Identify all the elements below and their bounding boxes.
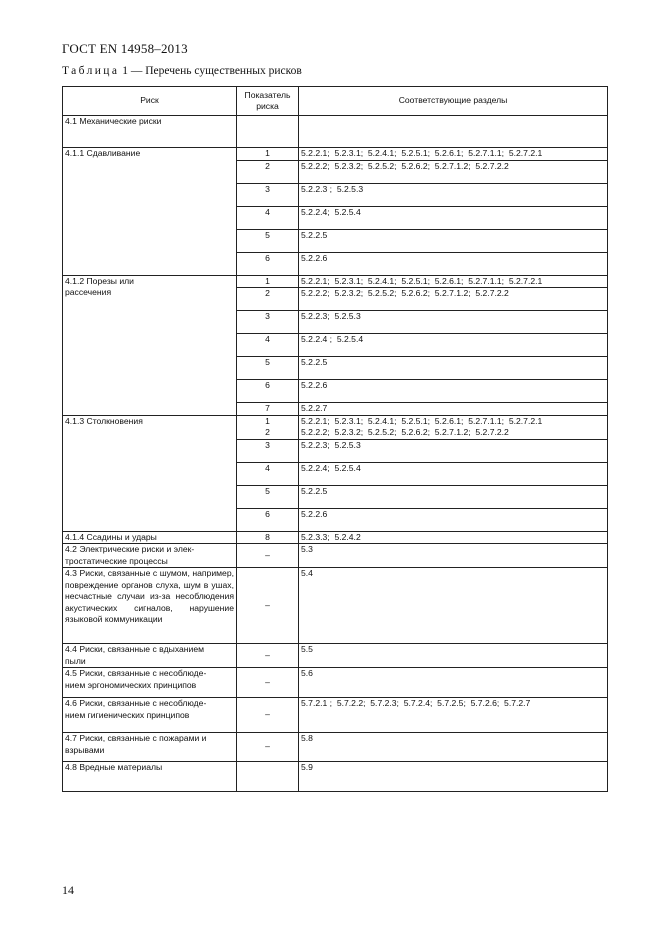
sections-cell: 5.2.2.3 ; 5.2.5.3 xyxy=(299,183,608,206)
risk-cell: 4.4 Риски, связанные с вдыханием пыли xyxy=(63,644,237,668)
risk-cell: 4.1.2 Порезы или рассечения xyxy=(63,275,237,415)
risk-index-cell: – xyxy=(237,668,299,698)
risk-cell: 4.1.3 Столкновения xyxy=(63,415,237,531)
sections-cell: 5.5 xyxy=(299,644,608,668)
risk-index-cell: 6 xyxy=(237,252,299,275)
risk-index-cell: 7 xyxy=(237,403,299,416)
risk-cell: 4.5 Риски, связанные с несоблюде- нием эргономических принципов xyxy=(63,668,237,698)
table-row xyxy=(63,275,608,288)
table-caption xyxy=(62,65,302,77)
table-header-row xyxy=(63,87,608,116)
sections-cell: 5.2.2.1; 5.2.3.1; 5.2.4.1; 5.2.5.1; 5.2.6.1; 5.2.7.1.1; 5.2.7.2.1 xyxy=(299,275,608,288)
risk-cell: 4.6 Риски, связанные с несоблюде- нием гигиенических принципов xyxy=(63,698,237,733)
risk-cell: 4.1.1 Сдавливание xyxy=(63,148,237,276)
risk-index-cell: 2 xyxy=(237,288,299,311)
sections-cell xyxy=(299,116,608,148)
risk-index-cell: – xyxy=(237,568,299,644)
risk-index-cell xyxy=(237,762,299,792)
table-row xyxy=(63,544,608,568)
risk-cell: 4.7 Риски, связанные с пожарами и взрывами xyxy=(63,733,237,762)
risk-index-cell: – xyxy=(237,544,299,568)
risk-index-cell: 4 xyxy=(237,462,299,485)
risk-cell: 4.1.4 Ссадины и удары xyxy=(63,531,237,544)
table-row xyxy=(63,415,608,439)
sections-cell: 5.2.2.6 xyxy=(299,380,608,403)
sections-cell: 5.2.2.4; 5.2.5.4 xyxy=(299,206,608,229)
risk-index-cell: – xyxy=(237,698,299,733)
risk-index-cell: 3 xyxy=(237,439,299,462)
risk-index-cell: 3 xyxy=(237,183,299,206)
sections-cell: 5.9 xyxy=(299,762,608,792)
risk-cell: 4.1 Механические риски xyxy=(63,116,237,148)
document-title: ГОСТ EN 14958–2013 xyxy=(62,41,188,56)
risk-cell: 4.3 Риски, связанные с шумом, например, повреждение органов слуха, шум в ушах, несчастные случаи из-за несоблюдения акустических сигналов, нарушение языковой коммуникации xyxy=(63,568,237,644)
sections-cell: 5.8 xyxy=(299,733,608,762)
risk-index-cell: 6 xyxy=(237,508,299,531)
risk-index-cell: 6 xyxy=(237,380,299,403)
sections-cell: 5.2.2.2; 5.2.3.2; 5.2.5.2; 5.2.6.2; 5.2.7.1.2; 5.2.7.2.2 xyxy=(299,288,608,311)
sections-cell: 5.4 xyxy=(299,568,608,644)
column-header-index: Показатель риска xyxy=(237,87,299,116)
risk-index-cell: 1 2 xyxy=(237,415,299,439)
table-row xyxy=(63,148,608,161)
table-row xyxy=(63,531,608,544)
table-row xyxy=(63,762,608,792)
sections-cell: 5.2.2.4; 5.2.5.4 xyxy=(299,462,608,485)
risk-index-cell: 3 xyxy=(237,311,299,334)
risk-cell: 4.2 Электрические риски и элек- тростатические процессы xyxy=(63,544,237,568)
risk-index-cell: 4 xyxy=(237,206,299,229)
sections-cell: 5.2.2.1; 5.2.3.1; 5.2.4.1; 5.2.5.1; 5.2.6.1; 5.2.7.1.1; 5.2.7.2.1 xyxy=(299,148,608,161)
sections-cell: 5.2.2.3; 5.2.5.3 xyxy=(299,311,608,334)
risk-index-cell: – xyxy=(237,733,299,762)
table-row xyxy=(63,698,608,733)
column-header-sections: Соответствующие разделы xyxy=(299,87,608,116)
table-row xyxy=(63,644,608,668)
sections-cell: 5.2.2.6 xyxy=(299,508,608,531)
page-number: 14 xyxy=(62,883,74,897)
risk-index-cell: – xyxy=(237,644,299,668)
sections-cell: 5.2.2.5 xyxy=(299,485,608,508)
risks-table xyxy=(62,86,608,792)
risk-index-cell: 1 xyxy=(237,148,299,161)
sections-cell: 5.7.2.1 ; 5.7.2.2; 5.7.2.3; 5.7.2.4; 5.7.2.5; 5.7.2.6; 5.7.2.7 xyxy=(299,698,608,733)
risk-index-cell: 5 xyxy=(237,229,299,252)
sections-cell: 5.2.2.6 xyxy=(299,252,608,275)
risk-index-cell: 5 xyxy=(237,357,299,380)
table-caption-lead: Таблица xyxy=(62,65,120,77)
sections-cell: 5.2.2.5 xyxy=(299,229,608,252)
risk-index-cell: 2 xyxy=(237,160,299,183)
table-row xyxy=(63,668,608,698)
risk-index-cell: 4 xyxy=(237,334,299,357)
risk-index-cell: 5 xyxy=(237,485,299,508)
table-caption-text: — Перечень существенных рисков xyxy=(127,65,302,77)
risk-index-cell: 1 xyxy=(237,275,299,288)
table-row xyxy=(63,733,608,762)
sections-cell: 5.3 xyxy=(299,544,608,568)
sections-cell: 5.2.3.3; 5.2.4.2 xyxy=(299,531,608,544)
column-header-risk: Риск xyxy=(63,87,237,116)
table-body xyxy=(63,116,608,792)
sections-cell: 5.2.2.5 xyxy=(299,357,608,380)
risk-index-cell xyxy=(237,116,299,148)
table-row xyxy=(63,116,608,148)
sections-cell: 5.2.2.1; 5.2.3.1; 5.2.4.1; 5.2.5.1; 5.2.6.1; 5.2.7.1.1; 5.2.7.2.1 5.2.2.2; 5.2.3.2; 5.2.5.2; 5.2.6.2; 5.2.7.1.2; 5.2.7.2.2 xyxy=(299,415,608,439)
risk-cell: 4.8 Вредные материалы xyxy=(63,762,237,792)
sections-cell: 5.2.2.2; 5.2.3.2; 5.2.5.2; 5.2.6.2; 5.2.7.1.2; 5.2.7.2.2 xyxy=(299,160,608,183)
risk-index-cell: 8 xyxy=(237,531,299,544)
sections-cell: 5.6 xyxy=(299,668,608,698)
sections-cell: 5.2.2.4 ; 5.2.5.4 xyxy=(299,334,608,357)
table-row xyxy=(63,568,608,644)
table-caption-number: 1 xyxy=(122,65,128,77)
sections-cell: 5.2.2.7 xyxy=(299,403,608,416)
sections-cell: 5.2.2.3; 5.2.5.3 xyxy=(299,439,608,462)
